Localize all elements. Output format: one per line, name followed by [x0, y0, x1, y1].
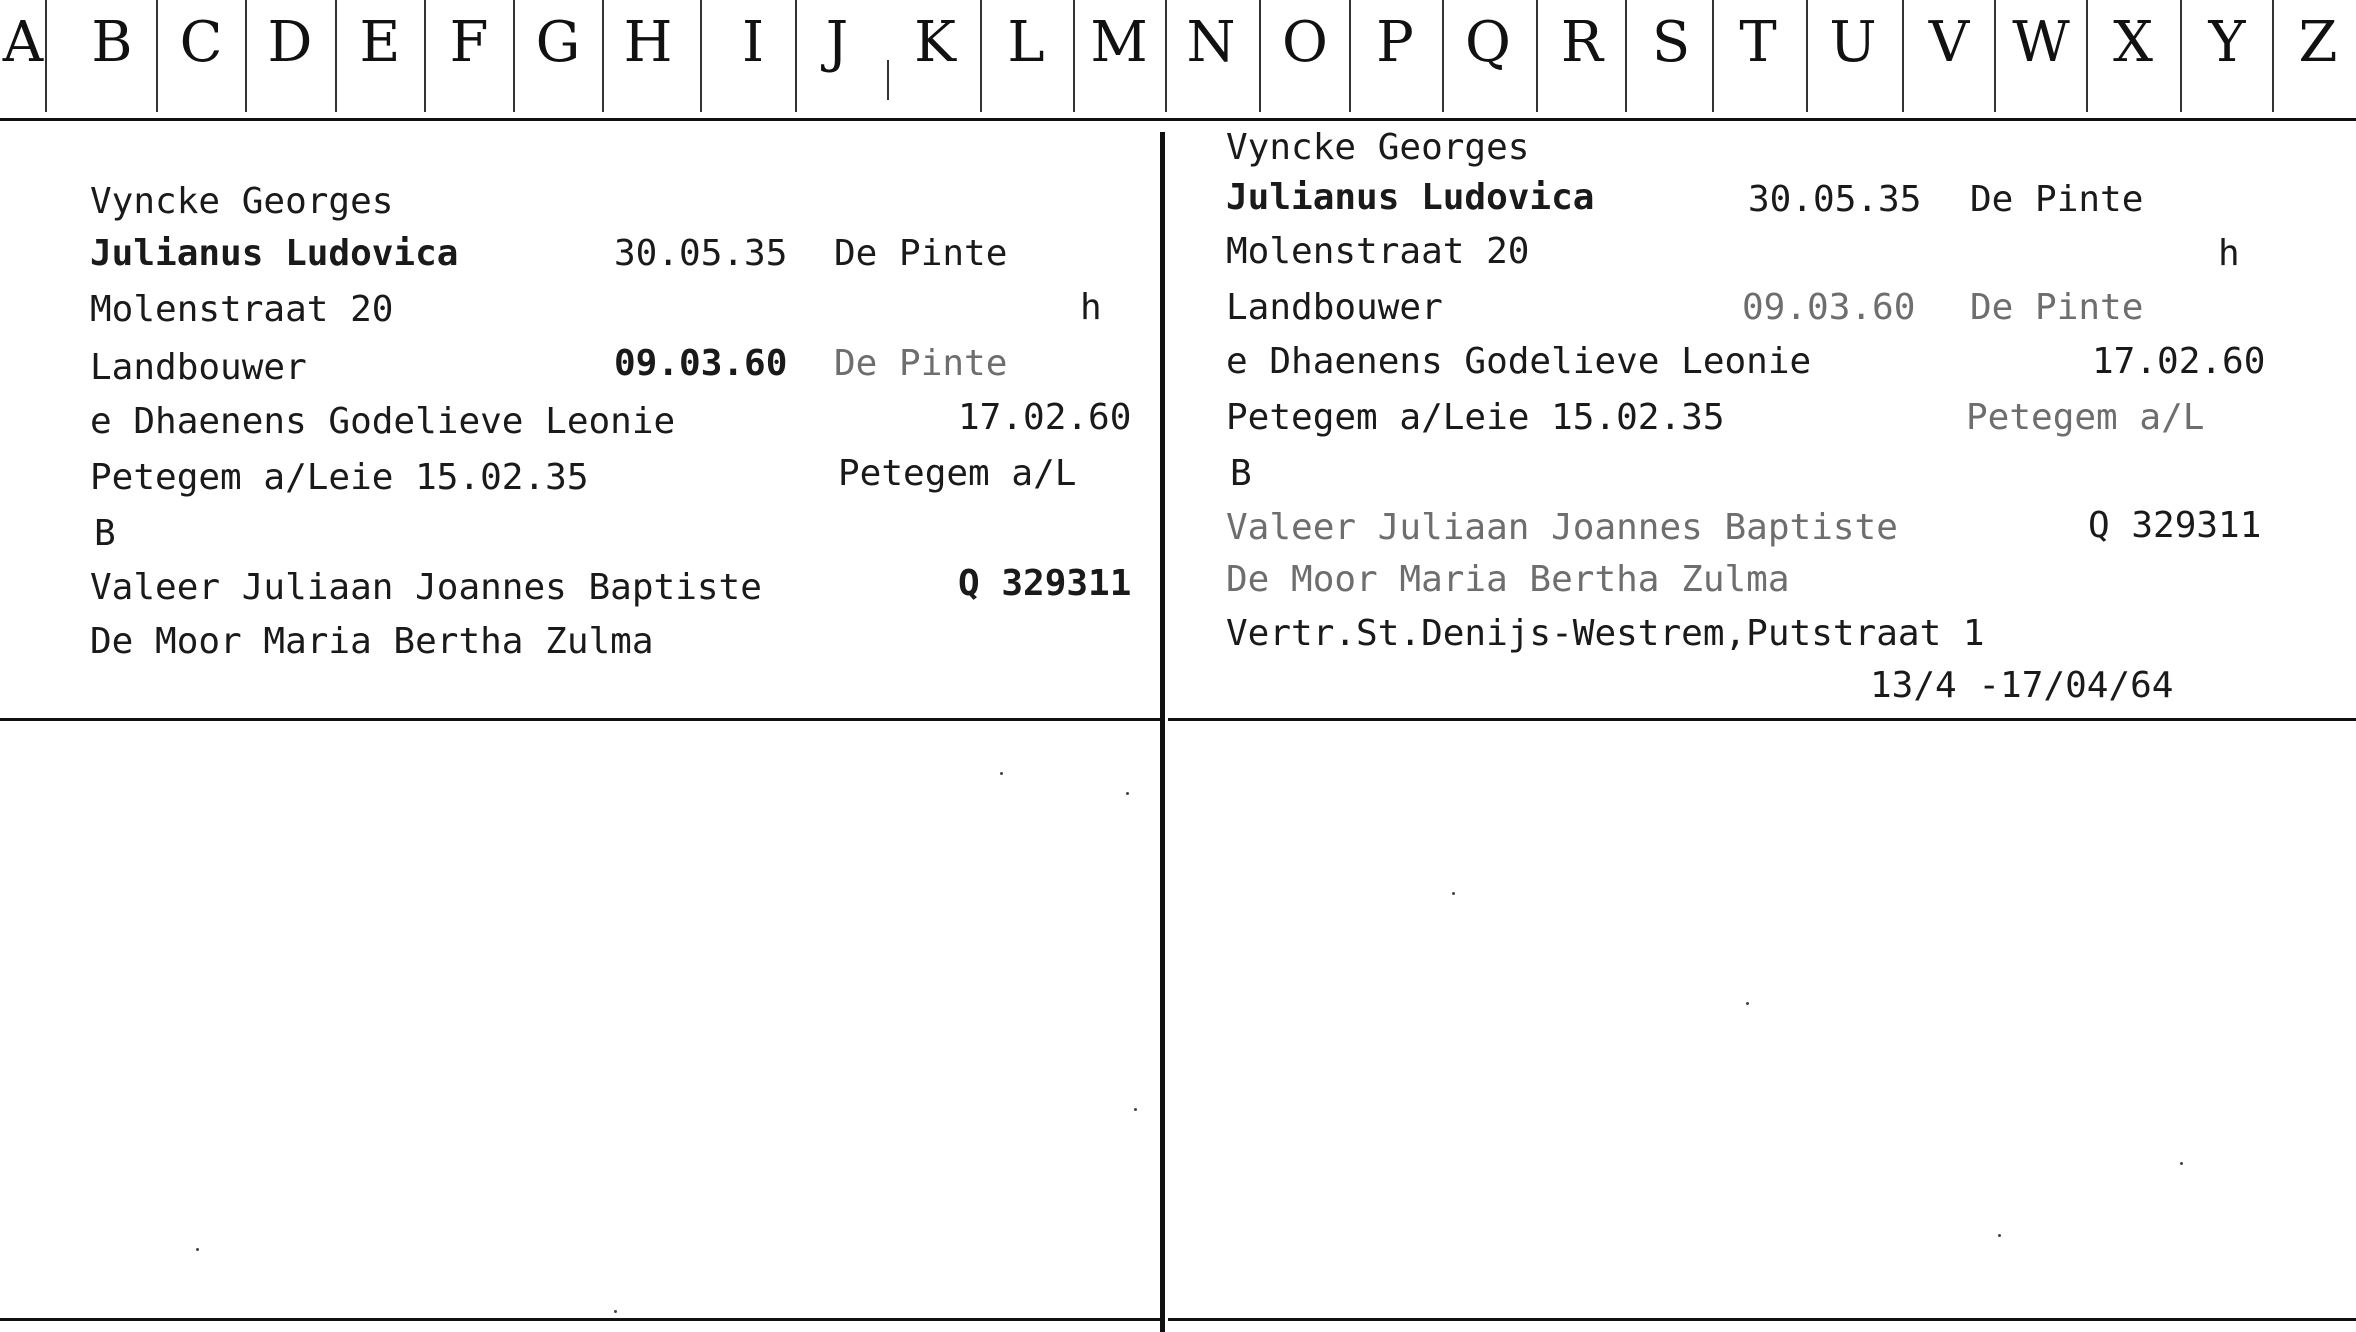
- index-letter-o: O: [1282, 10, 1328, 75]
- birth-place: De Pinte: [1970, 179, 2144, 220]
- father-name: Valeer Juliaan Joannes Baptiste: [1226, 507, 1898, 548]
- address: Molenstraat 20: [1226, 231, 1530, 272]
- spouse-name: e Dhaenens Godelieve Leonie: [90, 401, 676, 442]
- index-letter-p: P: [1376, 10, 1414, 75]
- index-letter-r: R: [1560, 10, 1604, 75]
- spouse-date: 17.02.60: [2092, 341, 2266, 382]
- spouse-place-short: Petegem a/L: [1966, 397, 2205, 438]
- scan-speck: [1746, 1002, 1749, 1005]
- scan-speck: [1000, 772, 1003, 775]
- scan-speck: [2180, 1162, 2183, 1165]
- given-names: Julianus Ludovica: [90, 233, 459, 274]
- person-name: Vyncke Georges: [90, 181, 394, 222]
- reference-number: Q 329311: [2088, 505, 2262, 546]
- index-letter-e: E: [359, 10, 401, 75]
- index-letter-s: S: [1651, 10, 1691, 75]
- marriage-date: 09.03.60: [1742, 287, 1916, 328]
- scan-speck: [614, 1310, 617, 1313]
- index-letter-q: Q: [1465, 10, 1511, 75]
- birth-date: 30.05.35: [1748, 179, 1922, 220]
- letter-b: B: [94, 513, 116, 554]
- given-names: Julianus Ludovica: [1226, 177, 1595, 218]
- scan-speck: [1134, 1108, 1137, 1111]
- index-letter-i: I: [741, 10, 765, 75]
- person-name: Vyncke Georges: [1226, 127, 1530, 168]
- index-letter-y: Y: [2208, 10, 2246, 75]
- index-letter-b: B: [91, 10, 133, 75]
- spouse-place-short: Petegem a/L: [838, 453, 1077, 494]
- scan-speck: [196, 1248, 199, 1251]
- index-letter-m: M: [1090, 10, 1148, 75]
- index-letter-k: K: [914, 10, 956, 75]
- index-letter-z: Z: [2298, 10, 2338, 75]
- letter-b: B: [1230, 453, 1252, 494]
- scan-speck: [1126, 792, 1129, 795]
- index-letter-h: H: [623, 10, 673, 75]
- index-letter-n: N: [1186, 10, 1236, 75]
- occupation: Landbouwer: [90, 347, 307, 388]
- panel-bottom-right: [1168, 1318, 2356, 1321]
- spouse-date: 17.02.60: [958, 397, 1132, 438]
- departure-note: Vertr.St.Denijs-Westrem,Putstraat 1: [1226, 613, 1985, 654]
- index-letter-a: A: [2, 10, 44, 75]
- spouse-birthplace: Petegem a/Leie 15.02.35: [90, 457, 589, 498]
- scan-speck: [1998, 1234, 2001, 1237]
- spouse-name: e Dhaenens Godelieve Leonie: [1226, 341, 1812, 382]
- father-name: Valeer Juliaan Joannes Baptiste: [90, 567, 762, 608]
- birth-date: 30.05.35: [614, 233, 788, 274]
- reference-number: Q 329311: [958, 563, 1132, 604]
- panel-bottom-left: [0, 1318, 1160, 1321]
- marriage-place: De Pinte: [834, 343, 1008, 384]
- index-letter-u: U: [1829, 10, 1877, 75]
- birth-place: De Pinte: [834, 233, 1008, 274]
- index-letter-g: G: [535, 10, 581, 75]
- index-letter-w: W: [2012, 10, 2070, 75]
- address: Molenstraat 20: [90, 289, 394, 330]
- mother-name: De Moor Maria Bertha Zulma: [90, 621, 654, 662]
- index-letter-x: X: [2113, 10, 2153, 75]
- occupation: Landbouwer: [1226, 287, 1443, 328]
- index-letter-d: D: [267, 10, 313, 75]
- marker-h: h: [1080, 287, 1102, 328]
- marriage-place: De Pinte: [1970, 287, 2144, 328]
- departure-date: 13/4 -17/04/64: [1870, 665, 2174, 706]
- index-letter-v: V: [1928, 10, 1970, 75]
- spouse-birthplace: Petegem a/Leie 15.02.35: [1226, 397, 1725, 438]
- mother-name: De Moor Maria Bertha Zulma: [1226, 559, 1790, 600]
- marker-h: h: [2218, 233, 2240, 274]
- index-letter-l: L: [1007, 10, 1045, 75]
- index-letter-j: J: [825, 10, 849, 75]
- index-letter-f: F: [449, 10, 489, 75]
- scan-speck: [1452, 892, 1455, 895]
- index-letter-t: T: [1739, 10, 1777, 75]
- marriage-date: 09.03.60: [614, 343, 788, 384]
- index-letter-c: C: [179, 10, 223, 75]
